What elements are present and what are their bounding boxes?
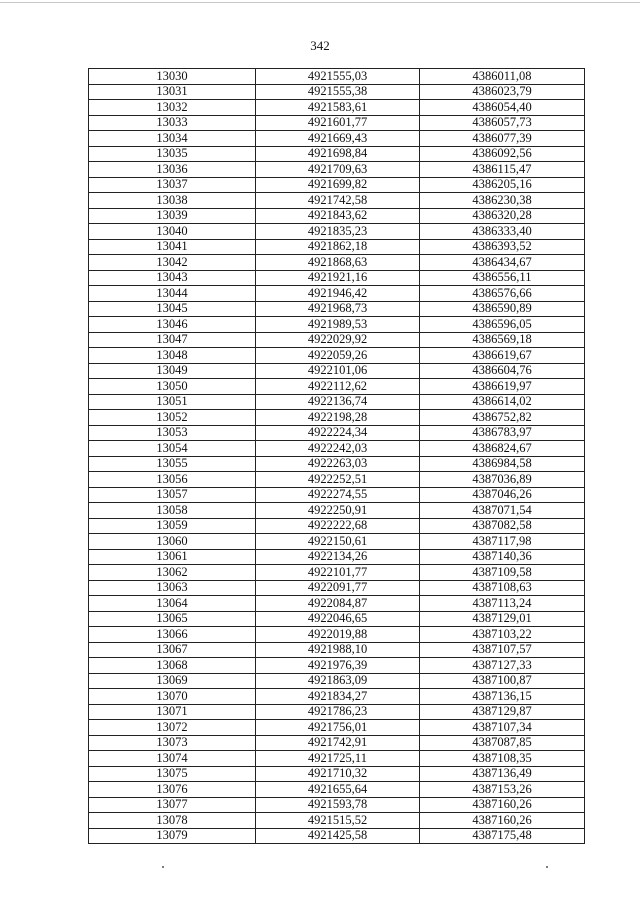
y-coordinate-cell: 4386984,58 (420, 456, 585, 472)
point-number-cell: 13048 (89, 348, 256, 364)
table-row (89, 146, 585, 162)
point-number-cell: 13047 (89, 332, 256, 348)
table-row (89, 255, 585, 271)
point-number-cell: 13034 (89, 131, 256, 147)
table-row (89, 534, 585, 550)
x-coordinate-cell: 4922242,03 (256, 441, 420, 457)
x-coordinate-cell: 4921555,03 (256, 69, 420, 85)
point-number-cell: 13039 (89, 208, 256, 224)
x-coordinate-cell: 4922101,06 (256, 363, 420, 379)
x-coordinate-cell: 4921725,11 (256, 751, 420, 767)
y-coordinate-cell: 4387107,57 (420, 642, 585, 658)
y-coordinate-cell: 4386619,97 (420, 379, 585, 395)
point-number-cell: 13053 (89, 425, 256, 441)
x-coordinate-cell: 4921515,52 (256, 813, 420, 829)
y-coordinate-cell: 4387160,26 (420, 797, 585, 813)
table-row (89, 441, 585, 457)
point-number-cell: 13067 (89, 642, 256, 658)
page-number: 342 (310, 38, 330, 53)
y-coordinate-cell: 4386205,16 (420, 177, 585, 193)
table-row (89, 549, 585, 565)
x-coordinate-cell: 4922101,77 (256, 565, 420, 581)
point-number-cell: 13033 (89, 115, 256, 131)
point-number-cell: 13032 (89, 100, 256, 116)
y-coordinate-cell: 4386092,56 (420, 146, 585, 162)
point-number-cell: 13042 (89, 255, 256, 271)
point-number-cell: 13068 (89, 658, 256, 674)
point-number-cell: 13072 (89, 720, 256, 736)
table-row (89, 131, 585, 147)
table-row (89, 69, 585, 85)
point-number-cell: 13045 (89, 301, 256, 317)
x-coordinate-cell: 4921989,53 (256, 317, 420, 333)
x-coordinate-cell: 4921425,58 (256, 828, 420, 844)
y-coordinate-cell: 4387108,63 (420, 580, 585, 596)
x-coordinate-cell: 4922084,87 (256, 596, 420, 612)
point-number-cell: 13031 (89, 84, 256, 100)
table-row (89, 689, 585, 705)
y-coordinate-cell: 4386556,11 (420, 270, 585, 286)
y-coordinate-cell: 4387129,87 (420, 704, 585, 720)
table-row (89, 813, 585, 829)
x-coordinate-cell: 4921593,78 (256, 797, 420, 813)
y-coordinate-cell: 4387160,26 (420, 813, 585, 829)
point-number-cell: 13060 (89, 534, 256, 550)
table-row (89, 239, 585, 255)
x-coordinate-cell: 4921862,18 (256, 239, 420, 255)
x-coordinate-cell: 4922274,55 (256, 487, 420, 503)
table-row (89, 627, 585, 643)
x-coordinate-cell: 4922091,77 (256, 580, 420, 596)
table-row (89, 472, 585, 488)
table-row (89, 782, 585, 798)
point-number-cell: 13078 (89, 813, 256, 829)
table-row (89, 115, 585, 131)
table-row (89, 611, 585, 627)
y-coordinate-cell: 4386320,28 (420, 208, 585, 224)
point-number-cell: 13037 (89, 177, 256, 193)
x-coordinate-cell: 4921699,82 (256, 177, 420, 193)
x-coordinate-cell: 4922222,68 (256, 518, 420, 534)
x-coordinate-cell: 4922252,51 (256, 472, 420, 488)
table-row (89, 162, 585, 178)
x-coordinate-cell: 4921583,61 (256, 100, 420, 116)
x-coordinate-cell: 4921868,63 (256, 255, 420, 271)
table-row (89, 84, 585, 100)
x-coordinate-cell: 4921921,16 (256, 270, 420, 286)
table-row (89, 425, 585, 441)
point-number-cell: 13038 (89, 193, 256, 209)
table-row (89, 642, 585, 658)
table-row (89, 332, 585, 348)
x-coordinate-cell: 4921742,91 (256, 735, 420, 751)
point-number-cell: 13069 (89, 673, 256, 689)
table-row (89, 751, 585, 767)
y-coordinate-cell: 4387036,89 (420, 472, 585, 488)
table-row (89, 596, 585, 612)
table-row (89, 766, 585, 782)
y-coordinate-cell: 4387113,24 (420, 596, 585, 612)
x-coordinate-cell: 4922136,74 (256, 394, 420, 410)
point-number-cell: 13055 (89, 456, 256, 472)
y-coordinate-cell: 4386824,67 (420, 441, 585, 457)
x-coordinate-cell: 4921786,23 (256, 704, 420, 720)
footer-dot-left (162, 866, 164, 868)
y-coordinate-cell: 4387109,58 (420, 565, 585, 581)
point-number-cell: 13075 (89, 766, 256, 782)
point-number-cell: 13036 (89, 162, 256, 178)
point-number-cell: 13046 (89, 317, 256, 333)
y-coordinate-cell: 4387107,34 (420, 720, 585, 736)
y-coordinate-cell: 4387082,58 (420, 518, 585, 534)
table-row (89, 224, 585, 240)
y-coordinate-cell: 4387140,36 (420, 549, 585, 565)
table-row (89, 317, 585, 333)
table-row (89, 487, 585, 503)
point-number-cell: 13064 (89, 596, 256, 612)
y-coordinate-cell: 4386054,40 (420, 100, 585, 116)
point-number-cell: 13077 (89, 797, 256, 813)
footer-dot-right (546, 866, 548, 868)
point-number-cell: 13056 (89, 472, 256, 488)
point-number-cell: 13063 (89, 580, 256, 596)
table-row (89, 100, 585, 116)
y-coordinate-cell: 4387129,01 (420, 611, 585, 627)
x-coordinate-cell: 4921863,09 (256, 673, 420, 689)
y-coordinate-cell: 4386619,67 (420, 348, 585, 364)
x-coordinate-cell: 4921669,43 (256, 131, 420, 147)
table-row (89, 363, 585, 379)
table-row (89, 503, 585, 519)
x-coordinate-cell: 4922134,26 (256, 549, 420, 565)
point-number-cell: 13057 (89, 487, 256, 503)
table-row (89, 704, 585, 720)
y-coordinate-cell: 4386011,08 (420, 69, 585, 85)
point-number-cell: 13079 (89, 828, 256, 844)
y-coordinate-cell: 4387153,26 (420, 782, 585, 798)
table-row (89, 797, 585, 813)
table-row (89, 394, 585, 410)
point-number-cell: 13074 (89, 751, 256, 767)
coordinates-table (88, 68, 585, 844)
table-row (89, 208, 585, 224)
y-coordinate-cell: 4387108,35 (420, 751, 585, 767)
table-row (89, 658, 585, 674)
x-coordinate-cell: 4922263,03 (256, 456, 420, 472)
x-coordinate-cell: 4922198,28 (256, 410, 420, 426)
table-row (89, 580, 585, 596)
x-coordinate-cell: 4922059,26 (256, 348, 420, 364)
x-coordinate-cell: 4921843,62 (256, 208, 420, 224)
x-coordinate-cell: 4921698,84 (256, 146, 420, 162)
y-coordinate-cell: 4386434,67 (420, 255, 585, 271)
table-row (89, 735, 585, 751)
point-number-cell: 13070 (89, 689, 256, 705)
point-number-cell: 13052 (89, 410, 256, 426)
point-number-cell: 13035 (89, 146, 256, 162)
y-coordinate-cell: 4386230,38 (420, 193, 585, 209)
table-row (89, 301, 585, 317)
x-coordinate-cell: 4922150,61 (256, 534, 420, 550)
coordinates-table-body (89, 69, 585, 844)
x-coordinate-cell: 4921968,73 (256, 301, 420, 317)
y-coordinate-cell: 4386057,73 (420, 115, 585, 131)
y-coordinate-cell: 4387175,48 (420, 828, 585, 844)
x-coordinate-cell: 4921988,10 (256, 642, 420, 658)
table-row (89, 193, 585, 209)
point-number-cell: 13051 (89, 394, 256, 410)
y-coordinate-cell: 4386783,97 (420, 425, 585, 441)
x-coordinate-cell: 4922250,91 (256, 503, 420, 519)
point-number-cell: 13061 (89, 549, 256, 565)
point-number-cell: 13041 (89, 239, 256, 255)
point-number-cell: 13043 (89, 270, 256, 286)
x-coordinate-cell: 4921655,64 (256, 782, 420, 798)
point-number-cell: 13071 (89, 704, 256, 720)
x-coordinate-cell: 4922019,88 (256, 627, 420, 643)
y-coordinate-cell: 4386023,79 (420, 84, 585, 100)
x-coordinate-cell: 4921710,32 (256, 766, 420, 782)
point-number-cell: 13073 (89, 735, 256, 751)
point-number-cell: 13058 (89, 503, 256, 519)
x-coordinate-cell: 4921946,42 (256, 286, 420, 302)
point-number-cell: 13066 (89, 627, 256, 643)
point-number-cell: 13049 (89, 363, 256, 379)
y-coordinate-cell: 4386569,18 (420, 332, 585, 348)
table-row (89, 379, 585, 395)
x-coordinate-cell: 4921601,77 (256, 115, 420, 131)
y-coordinate-cell: 4387071,54 (420, 503, 585, 519)
point-number-cell: 13050 (89, 379, 256, 395)
y-coordinate-cell: 4386077,39 (420, 131, 585, 147)
point-number-cell: 13044 (89, 286, 256, 302)
y-coordinate-cell: 4387117,98 (420, 534, 585, 550)
table-row (89, 177, 585, 193)
table-row (89, 286, 585, 302)
x-coordinate-cell: 4921756,01 (256, 720, 420, 736)
x-coordinate-cell: 4922046,65 (256, 611, 420, 627)
point-number-cell: 13040 (89, 224, 256, 240)
x-coordinate-cell: 4922224,34 (256, 425, 420, 441)
x-coordinate-cell: 4921742,58 (256, 193, 420, 209)
y-coordinate-cell: 4386604,76 (420, 363, 585, 379)
table-row (89, 720, 585, 736)
table-row (89, 270, 585, 286)
top-rule (0, 2, 640, 3)
point-number-cell: 13065 (89, 611, 256, 627)
y-coordinate-cell: 4386333,40 (420, 224, 585, 240)
point-number-cell: 13030 (89, 69, 256, 85)
x-coordinate-cell: 4921709,63 (256, 162, 420, 178)
x-coordinate-cell: 4921555,38 (256, 84, 420, 100)
table-row (89, 673, 585, 689)
x-coordinate-cell: 4921834,27 (256, 689, 420, 705)
point-number-cell: 13054 (89, 441, 256, 457)
y-coordinate-cell: 4387046,26 (420, 487, 585, 503)
x-coordinate-cell: 4921835,23 (256, 224, 420, 240)
y-coordinate-cell: 4386115,47 (420, 162, 585, 178)
y-coordinate-cell: 4387127,33 (420, 658, 585, 674)
y-coordinate-cell: 4386752,82 (420, 410, 585, 426)
y-coordinate-cell: 4387136,15 (420, 689, 585, 705)
y-coordinate-cell: 4387103,22 (420, 627, 585, 643)
point-number-cell: 13062 (89, 565, 256, 581)
y-coordinate-cell: 4386576,66 (420, 286, 585, 302)
point-number-cell: 13059 (89, 518, 256, 534)
table-row (89, 410, 585, 426)
y-coordinate-cell: 4387100,87 (420, 673, 585, 689)
table-row (89, 456, 585, 472)
y-coordinate-cell: 4387136,49 (420, 766, 585, 782)
y-coordinate-cell: 4386590,89 (420, 301, 585, 317)
y-coordinate-cell: 4386393,52 (420, 239, 585, 255)
x-coordinate-cell: 4921976,39 (256, 658, 420, 674)
table-row (89, 518, 585, 534)
x-coordinate-cell: 4922112,62 (256, 379, 420, 395)
table-row (89, 565, 585, 581)
y-coordinate-cell: 4387087,85 (420, 735, 585, 751)
x-coordinate-cell: 4922029,92 (256, 332, 420, 348)
table-row (89, 828, 585, 844)
y-coordinate-cell: 4386614,02 (420, 394, 585, 410)
y-coordinate-cell: 4386596,05 (420, 317, 585, 333)
table-row (89, 348, 585, 364)
point-number-cell: 13076 (89, 782, 256, 798)
